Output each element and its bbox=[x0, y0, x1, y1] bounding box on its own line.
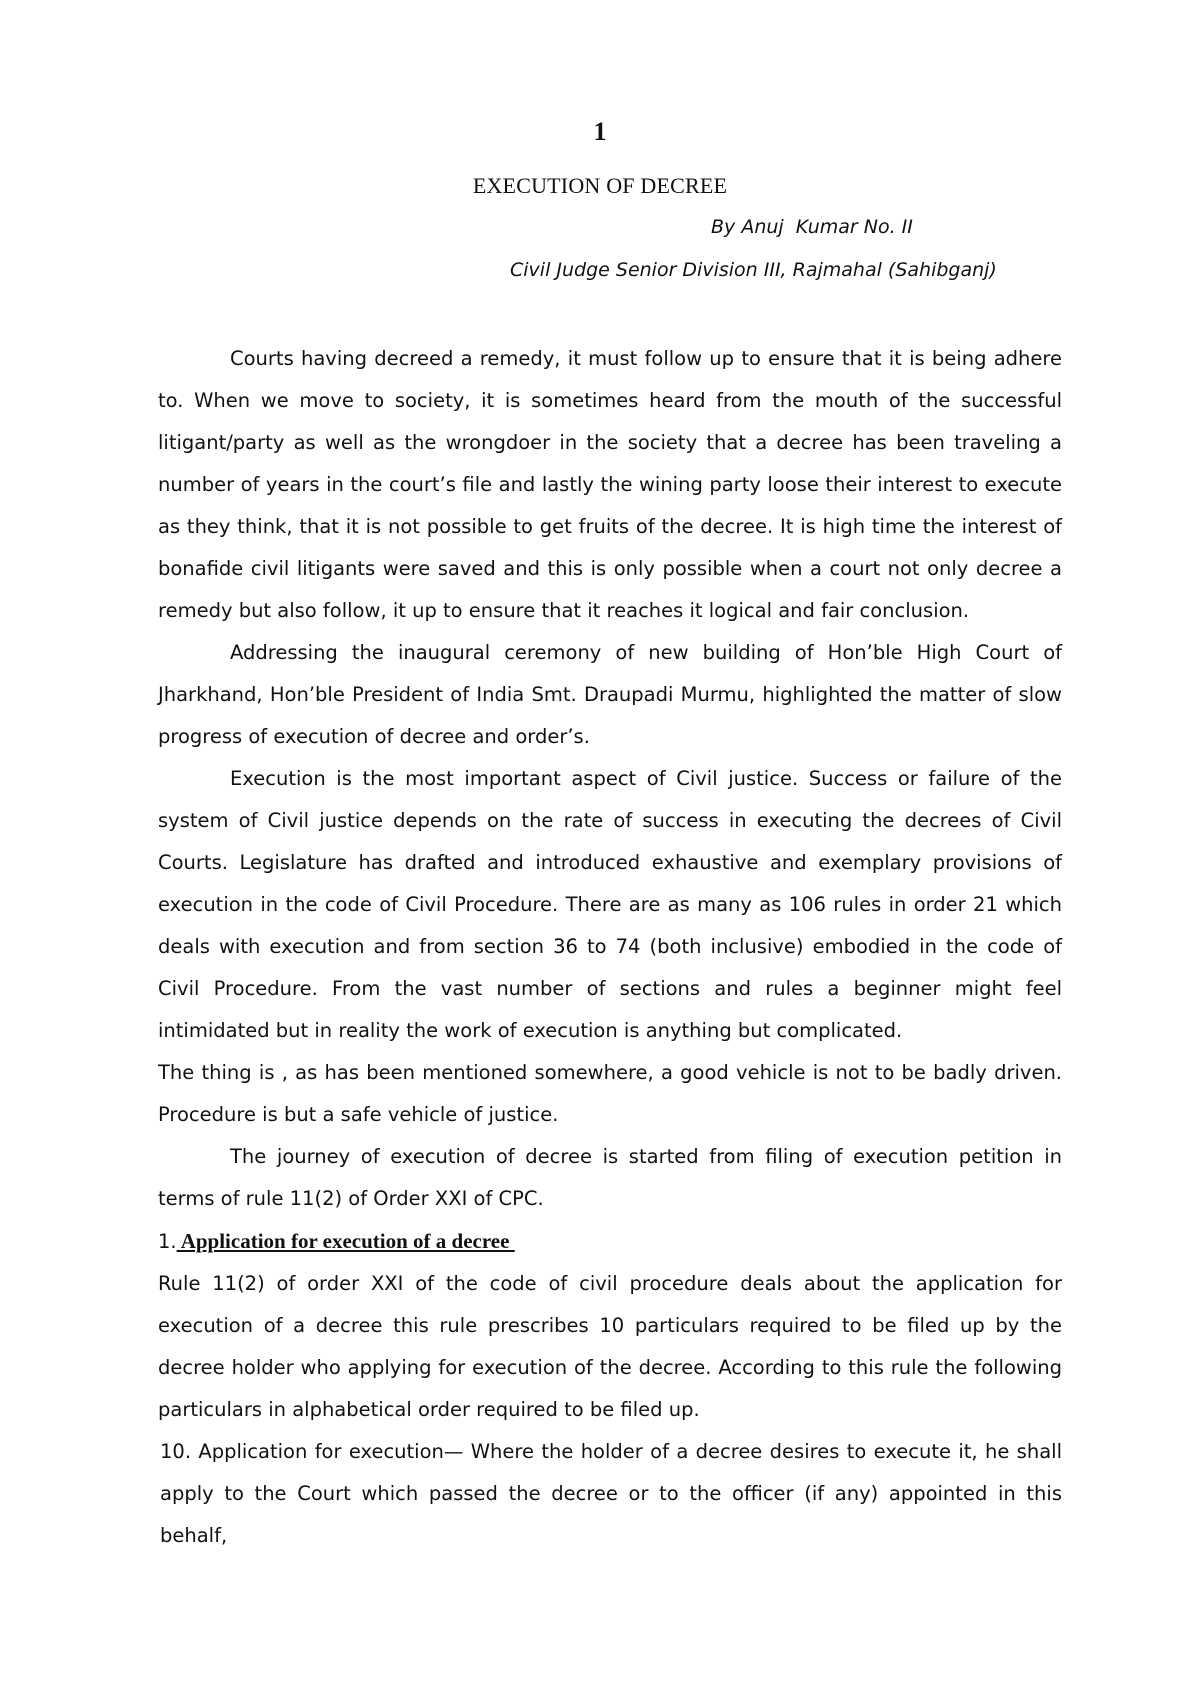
section-heading bbox=[158, 1220, 1062, 1263]
paragraph-vehicle: The thing is , as has been mentioned somewhere, a good vehicle is not to be badly driven. Procedure is but a safe vehicle of justice. bbox=[158, 1061, 1062, 1126]
paragraph-intro: Courts having decreed a remedy, it must follow up to ensure that it is being adhere to. When we move to society, it is sometimes heard from the mouth of the successful litigant/party as well as the wrongdoer in the society that a decree has been traveling a number of years in the court’s file and lastly the wining party loose their interest to execute as they think, that it is not possible to get fruits of the decree. It is high time the interest of bonafide civil litigants were saved and this is only possible when a court not only decree a remedy but also follow, it up to ensure that it reaches it logical and fair conclusion. bbox=[158, 347, 1062, 622]
paragraph-execution-importance: Execution is the most important aspect of Civil justice. Success or failure of the system of Civil justice depends on the rate of success in executing the decrees of Civil Courts. Legislature has drafted and introduced exhaustive and exemplary provisions of execution in the code of Civil Procedure. There are as many as 106 rules in order 21 which deals with execution and from section 36 to 74 (both inclusive) embodied in the code of Civil Procedure. From the vast number of sections and rules a beginner might feel intimidated but in reality the work of execution is anything but complicated. bbox=[158, 767, 1062, 1042]
paragraph-president-address: Addressing the inaugural ceremony of new building of Hon’ble High Court of Jharkhand, Hon’ble President of India Smt. Draupadi Murmu, highlighted the matter of slow progress of execution of decree and order’s. bbox=[158, 641, 1062, 748]
document-title: EXECUTION OF DECREE bbox=[472, 173, 728, 198]
author-line: By Anuj Kumar No. II bbox=[711, 216, 913, 238]
paragraph-journey: The journey of execution of decree is started from filing of execution petition in terms of rule 11(2) of Order XXI of CPC. bbox=[158, 1145, 1062, 1210]
paragraph-rule-11: Rule 11(2) of order XXI of the code of civil procedure deals about the application for execution of a decree this rule prescribes 10 particulars required to be filed up by the decree holder who applying for execution of the decree. According to this rule the following particulars in alphabetical order required to be filed up. bbox=[158, 1272, 1062, 1421]
section-heading-text: Application for execution of a decree bbox=[176, 1229, 515, 1253]
page-number: 1 bbox=[593, 117, 607, 146]
document-body bbox=[158, 338, 1062, 1557]
section-number: 1. bbox=[158, 1230, 177, 1253]
author-designation: Civil Judge Senior Division III, Rajmahal (Sahibganj) bbox=[510, 259, 997, 281]
paragraph-rule-10-quote: 10. Application for execution— Where the holder of a decree desires to execute it, he shall apply to the Court which passed the decree or to the officer (if any) appointed in this behalf, bbox=[160, 1440, 1062, 1547]
